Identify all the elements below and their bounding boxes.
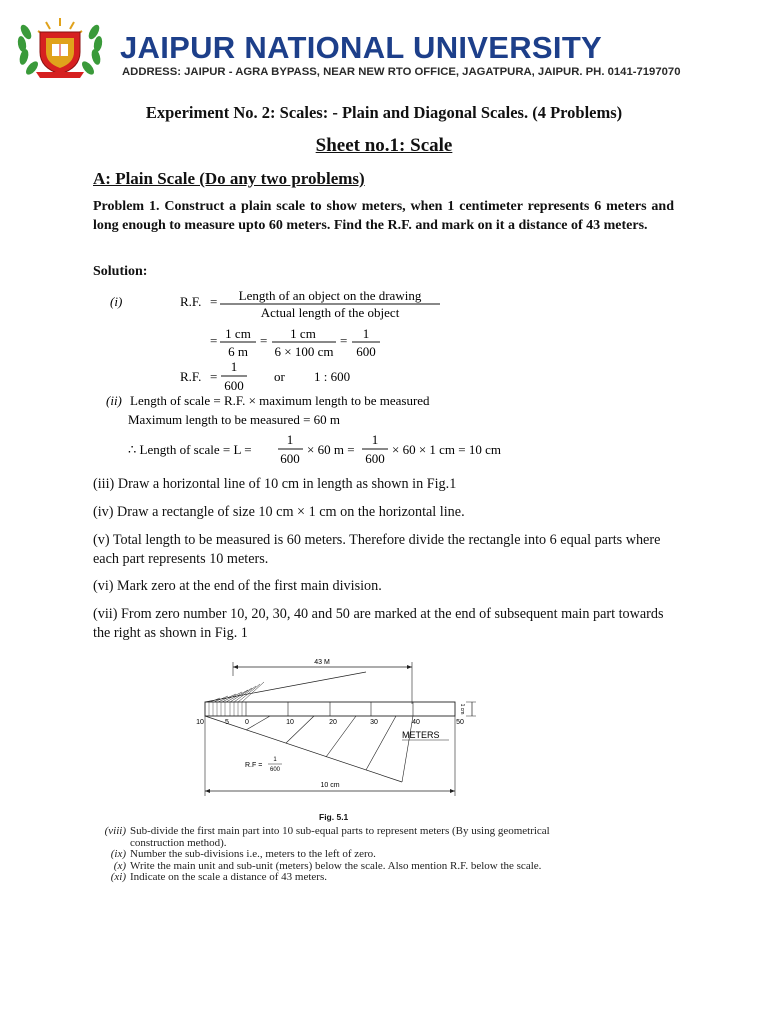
fraction-numerator: 1 cm bbox=[290, 326, 316, 341]
or-text: or bbox=[274, 369, 285, 384]
step-v: (v) Total length to be measured is 60 meters. Therefore divide the rectangle into 6 equal parts where each part represents 10 meters. bbox=[93, 532, 661, 567]
plain-scale-figure bbox=[180, 650, 500, 830]
scale-label-20: 20 bbox=[329, 719, 337, 726]
fraction-denominator: 6 m bbox=[228, 344, 248, 359]
list-item bbox=[104, 826, 594, 849]
step-vii: (vii) From zero number 10, 20, 30, 40 and 50 are marked at the end of subsequent main part towards the right as shown in Fig. 1 bbox=[93, 606, 664, 641]
step-ii-label: (ii) bbox=[106, 393, 122, 408]
sub-steps-list bbox=[104, 826, 594, 884]
equals-sign: = bbox=[260, 333, 268, 348]
scale-label-30: 30 bbox=[370, 719, 378, 726]
scale-label-0: 0 bbox=[245, 719, 249, 726]
scale-label-10: 10 bbox=[286, 719, 294, 726]
equals-sign: = bbox=[340, 333, 348, 348]
scale-label-40: 40 bbox=[412, 719, 420, 726]
step-i-label: (i) bbox=[110, 294, 123, 309]
sub-step-number: (x) bbox=[113, 859, 126, 872]
sub-step-number: (viii) bbox=[104, 825, 126, 837]
fraction-denominator: 600 bbox=[280, 451, 300, 466]
times-sixty-meters: × 60 m = bbox=[307, 442, 355, 457]
solution-math bbox=[100, 283, 580, 468]
rf-figure-den: 600 bbox=[269, 767, 281, 773]
fraction-numerator: 1 bbox=[230, 359, 238, 374]
rf-label: R.F. bbox=[180, 294, 202, 309]
max-length-line: Maximum length to be measured = 60 m bbox=[128, 412, 341, 427]
sub-step-number: (ix) bbox=[110, 848, 126, 861]
fraction-numerator: 1 bbox=[371, 432, 379, 447]
equals-sign: = bbox=[210, 369, 218, 384]
scale-label-10-left: 10 bbox=[196, 719, 204, 726]
page-header bbox=[12, 12, 756, 82]
equals-sign: = bbox=[210, 294, 218, 309]
sub-step-text: Write the main unit and sub-unit (meters) below the scale. Also mention R.F. below the scale. bbox=[130, 859, 542, 872]
therefore-line: ∴ Length of scale = L = bbox=[128, 442, 252, 457]
step-iii: (iii) Draw a horizontal line of 10 cm in length as shown in Fig.1 bbox=[93, 476, 457, 492]
university-name: JAIPUR NATIONAL UNIVERSITY bbox=[120, 30, 603, 65]
experiment-title: Experiment No. 2: Scales: - Plain and Diagonal Scales. (4 Problems) bbox=[145, 103, 623, 122]
fraction-numerator: 1 bbox=[362, 326, 370, 341]
units-label: METERS bbox=[402, 730, 440, 740]
scale-label-50: 50 bbox=[456, 719, 464, 726]
step-vi: (vi) Mark zero at the end of the first main division. bbox=[93, 578, 382, 594]
length-of-scale-line: Length of scale = R.F. × maximum length to be measured bbox=[130, 393, 430, 408]
fraction-denominator: 600 bbox=[224, 378, 244, 393]
fraction-denominator: 6 × 100 cm bbox=[274, 344, 334, 359]
sub-step-number: (xi) bbox=[110, 871, 126, 884]
fraction-numerator: 1 cm bbox=[225, 326, 251, 341]
side-dimension-label: 1 cm bbox=[459, 703, 465, 715]
length-result: × 60 × 1 cm = 10 cm bbox=[392, 442, 502, 457]
scale-label-5: 5 bbox=[225, 719, 229, 726]
rf-figure-label: R.F = bbox=[245, 762, 263, 769]
university-logo-icon bbox=[14, 14, 106, 80]
fraction-numerator: 1 bbox=[286, 432, 294, 447]
equals-sign: = bbox=[210, 333, 218, 348]
figure-caption: Fig. 5.1 bbox=[319, 812, 349, 822]
fraction-numerator: Length of an object on the drawing bbox=[238, 288, 422, 303]
section-heading: A: Plain Scale (Do any two problems) bbox=[93, 169, 365, 188]
bottom-dimension-label: 10 cm bbox=[320, 782, 340, 789]
rf-figure-num: 1 bbox=[273, 757, 277, 763]
fraction-denominator: 600 bbox=[365, 451, 385, 466]
rf-label: R.F. bbox=[180, 369, 202, 384]
list-item bbox=[104, 872, 594, 884]
rf-ratio: 1 : 600 bbox=[314, 369, 351, 384]
university-address: ADDRESS: JAIPUR - AGRA BYPASS, NEAR NEW RTO OFFICE, JAGATPURA, JAIPUR. PH. 0141-7197070 bbox=[122, 66, 681, 78]
sub-step-text: Number the sub-divisions i.e., meters to the left of zero. bbox=[130, 848, 376, 861]
sub-step-text: Sub-divide the first main part into 10 sub-equal parts to represent meters (By using geometrical construction method). bbox=[130, 825, 550, 849]
sub-step-text: Indicate on the scale a distance of 43 meters. bbox=[130, 871, 328, 884]
step-iv: (iv) Draw a rectangle of size 10 cm × 1 cm on the horizontal line. bbox=[93, 504, 465, 520]
top-dimension-label: 43 M bbox=[314, 659, 330, 666]
sheet-title: Sheet no.1: Scale bbox=[315, 135, 453, 156]
fraction-denominator: Actual length of the object bbox=[260, 305, 400, 320]
fraction-denominator: 600 bbox=[356, 344, 376, 359]
solution-label: Solution: bbox=[93, 264, 148, 279]
problem-statement: Problem 1. Construct a plain scale to show meters, when 1 centimeter represents 6 meters and long enough to measure upto 60 meters. Find the R.F. and mark on it a distance of 43 meters. bbox=[93, 199, 674, 233]
